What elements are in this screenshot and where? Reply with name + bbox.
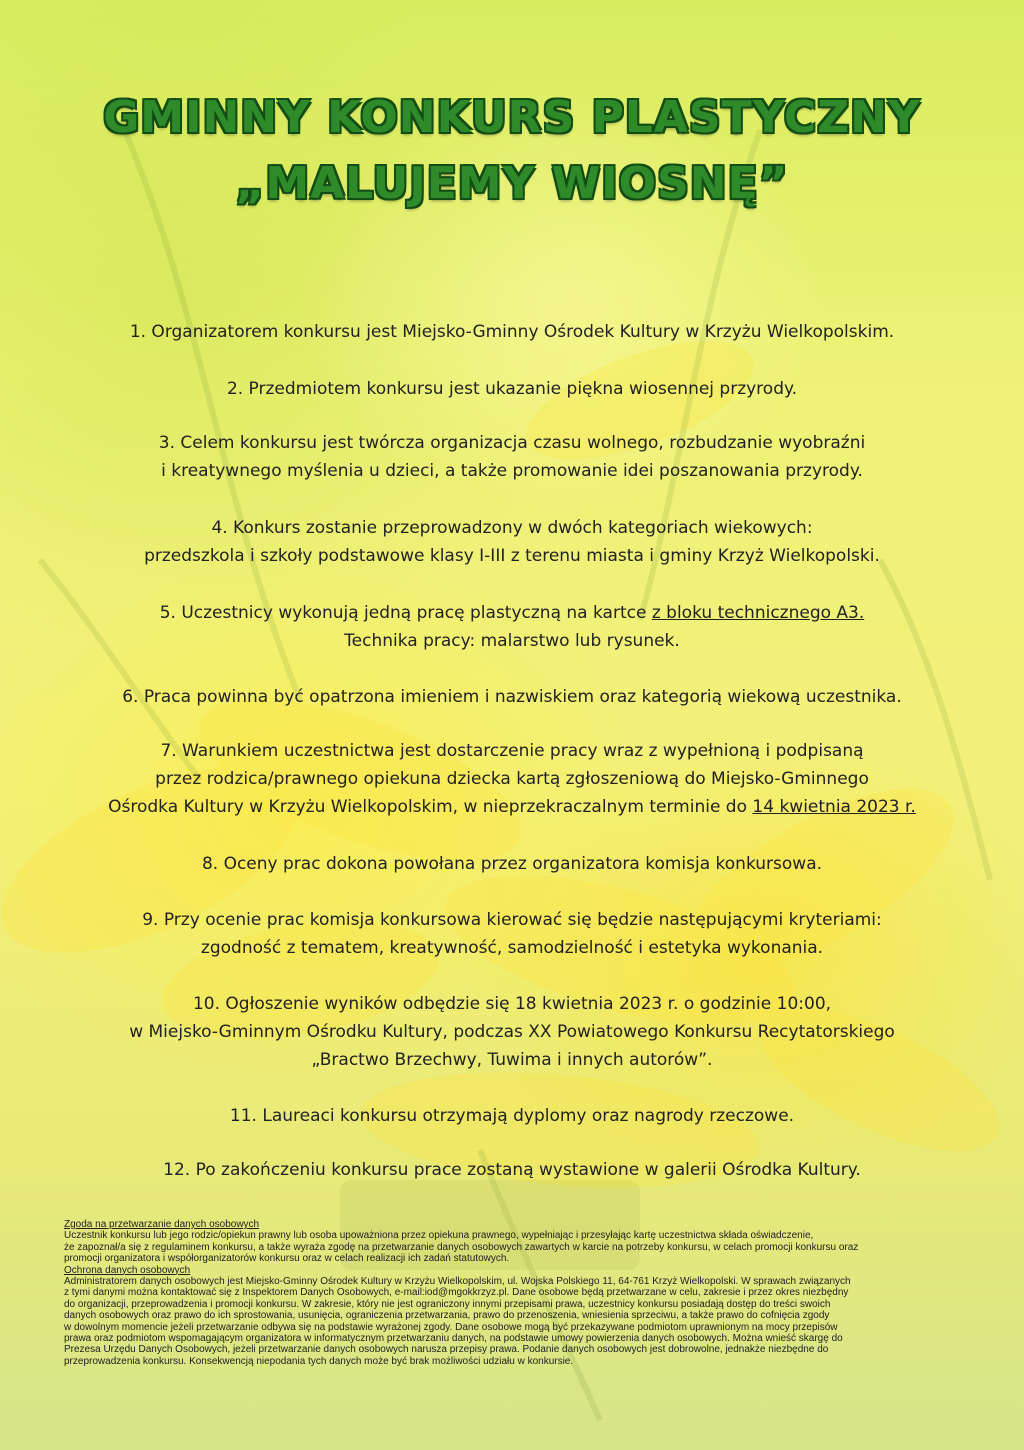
consent-line-3: promocji organizatora i współorganizatorów konkursu oraz w celach realizacji ich zadań statutowych. [64, 1253, 510, 1265]
rule-5-line-2: Technika pracy: malarstwo lub rysunek. [344, 631, 680, 651]
page-title-line-2: „MALUJEMY WIOSNĘ” [235, 158, 789, 209]
rule-11-text: 11. Laureaci konkursu otrzymają dyplomy oraz nagrody rzeczowe. [229, 1106, 795, 1126]
rule-5-text: 5. Uczestnicy wykonują jedną pracę plastyczną na kartce [159, 603, 652, 623]
rule-7-line-1: 7. Warunkiem uczestnictwa jest dostarczenie pracy wraz z wypełnioną i podpisaną [160, 741, 864, 761]
rule-11 [40, 1102, 984, 1130]
rule-4-line-2: przedszkola i szkoły podstawowe klasy I-III z terenu miasta i gminy Krzyż Wielkopolski. [144, 546, 880, 566]
rule-5-line-1 [40, 599, 984, 627]
rule-7-text: Ośrodka Kultury w Krzyżu Wielkopolskim, w nieprzekraczalnym terminie do [108, 797, 753, 817]
rule-2 [40, 375, 984, 403]
rule-7-line-2: przez rodzica/prawnego opiekuna dziecka kartą zgłoszeniową do Miejsko-Gminnego [155, 769, 869, 789]
protection-line-3: do organizacji, przeprowadzenia i promocji konkursu. W zakresie, który nie jest ograniczony innymi przepisami prawa, uczestnicy konkursu posiadają dostęp do treści swoich [64, 1298, 831, 1310]
rule-10-line-1: 10. Ogłoszenie wyników odbędzie się 18 kwietnia 2023 r. o godzinie 10:00, [192, 994, 832, 1014]
rule-3-line-2: i kreatywnego myślenia u dzieci, a także promowanie idei poszanowania przyrody. [161, 461, 863, 481]
rule-8 [40, 850, 984, 878]
rule-6-text: 6. Praca powinna być opatrzona imieniem i nazwiskiem oraz kategorią wiekową uczestnika. [122, 687, 902, 707]
rule-5-underlined: z bloku technicznego A3. [651, 603, 865, 623]
consent-line-2: że zapoznał/a się z regulaminem konkursu, a także wyraża zgodę na przetwarzanie danych osobowych zawartych w karcie na potrzeby konkursu, w celach promocji konkursu oraz [64, 1241, 859, 1253]
rule-4 [40, 514, 984, 570]
protection-line-2: z tymi danymi można kontaktować się z Inspektorem Danych Osobowych, e-mail:iod@mgokkrzyz.pl. Dane osobowe będą przetwarzane w celu, zakresie i przez okres niezbędny [64, 1287, 849, 1299]
rule-10-line-2: w Miejsko-Gminnym Ośrodku Kultury, podczas XX Powiatowego Konkursu Recytatorskiego [129, 1022, 895, 1042]
rule-6 [40, 683, 984, 711]
rule-3 [40, 429, 984, 485]
rule-8-text: 8. Oceny prac dokona powołana przez organizatora komisja konkursowa. [201, 854, 823, 874]
rule-1 [40, 318, 984, 346]
consent-line-1: Uczestnik konkursu lub jego rodzic/opiekun prawny lub osoba upoważniona przez opiekuna prawnego, wypełniając i przesyłając kartę uczestnictwa składa oświadczenie, [64, 1230, 814, 1242]
rule-1-text: 1. Organizatorem konkursu jest Miejsko-Gminny Ośrodek Kultury w Krzyżu Wielkopolskim. [129, 322, 895, 342]
rule-10-line-3: „Bractwo Brzechwy, Tuwima i innych autorów”. [311, 1050, 713, 1070]
rule-10 [40, 990, 984, 1074]
rule-9 [40, 906, 984, 962]
rule-4-line-1: 4. Konkurs zostanie przeprowadzony w dwóch kategoriach wiekowych: [211, 518, 813, 538]
rule-2-text: 2. Przedmiotem konkursu jest ukazanie piękna wiosennej przyrody. [226, 379, 798, 399]
rule-7-deadline: 14 kwietnia 2023 r. [752, 797, 916, 817]
rule-3-line-1: 3. Celem konkursu jest twórcza organizacja czasu wolnego, rozbudzanie wyobraźni [158, 433, 866, 453]
fine-print [64, 1219, 974, 1367]
rule-7-line-3 [40, 793, 984, 821]
rule-5 [40, 599, 984, 655]
consent-heading: Zgoda na przetwarzanie danych osobowych [64, 1219, 260, 1230]
rule-9-line-2: zgodność z tematem, kreatywność, samodzielność i estetyka wykonania. [200, 938, 824, 958]
protection-heading: Ochrona danych osobowych [64, 1264, 191, 1276]
protection-line-6: prawa oraz podmiotom wspomagającym organizatora w informatycznym przetwarzaniu danych, na podstawie umowy powierzenia danych osobowych. Można wnieść skargę do [64, 1333, 843, 1345]
rule-7 [40, 737, 984, 821]
page-title-line-1: GMINNY KONKURS PLASTYCZNY [103, 92, 921, 143]
protection-line-1: Administratorem danych osobowych jest Miejsko-Gminny Ośrodek Kultury w Krzyżu Wielkopolskim, ul. Wojska Polskiego 11, 64-761 Krzyż Wielkopolski. W sprawach związanych [64, 1276, 851, 1288]
protection-line-8: przeprowadzenia konkursu. Konsekwencją niepodania tych danych może być brak możliwości udziału w konkursie. [64, 1355, 574, 1367]
protection-line-7: Prezesa Urzędu Danych Osobowych, jeżeli przetwarzanie danych osobowych narusza przepisy prawa. Podanie danych osobowych jest dobrowolne, jednakże niezbędne do [64, 1344, 829, 1356]
protection-line-5: w dowolnym momencie jeżeli przetwarzanie odbywa się na podstawie wyrażonej zgody. Dane osobowe mogą być przekazywane podmiotom uprawnionym na mocy przepisów [64, 1321, 838, 1333]
protection-line-4: danych osobowych oraz prawo do ich sprostowania, usunięcia, ograniczenia przetwarzania, prawo do przenoszenia, wniesienia sprzeciwu, a także prawo do cofnięcia zgody [64, 1310, 830, 1322]
rule-12-text: 12. Po zakończeniu konkursu prace zostaną wystawione w galerii Ośrodka Kultury. [163, 1160, 861, 1180]
rule-9-line-1: 9. Przy ocenie prac komisja konkursowa kierować się będzie następującymi kryteriami: [142, 910, 882, 930]
rule-12 [40, 1156, 984, 1184]
